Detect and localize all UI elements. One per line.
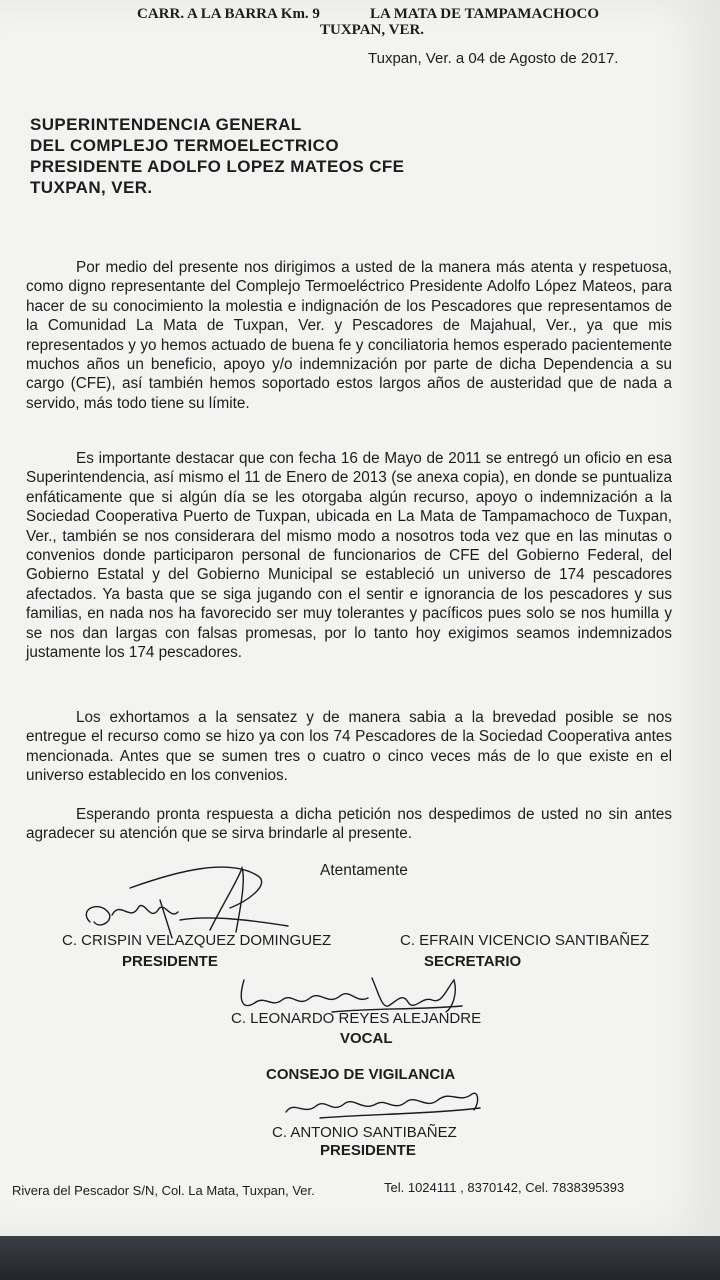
signatory-name-president: C. CRISPIN VELAZQUEZ DOMINGUEZ [62, 932, 332, 949]
letterhead-road: CARR. A LA BARRA Km. 9 [137, 6, 320, 22]
signatory-role-president: PRESIDENTE [122, 953, 218, 970]
signature-antonio [280, 1082, 490, 1127]
body-paragraph-4: Esperando pronta respuesta a dicha petición nos despedimos de usted no sin antes agradecer su atención que se sirva brindarle al presente. [26, 806, 672, 843]
addressee-line: SUPERINTENDENCIA GENERAL [30, 115, 302, 134]
signatory-role-vocal: VOCAL [340, 1030, 393, 1047]
letterhead-community: LA MATA DE TAMPAMACHOCO [370, 6, 600, 22]
body-paragraph-1: Por medio del presente nos dirigimos a usted de la manera más atenta y respetuosa, como digno representante del Complejo Termoeléctrico Presidente Adolfo López Mateos, para hacer de su conocimiento la molestia e indignación de los Pescadores que representamos de la Comunidad La Mata de Tuxpan, Ver. y Pescadores de Majahual, Ver., ya que mis representados y yo hemos actuado de buena fe y conciliatoria hemos esperado pacientemente muchos años un beneficio, apoyo y/o indemnización por parte de dicha Dependencia a su cargo (CFE), así también hemos soportado estos largos años de austeridad que de nada a servido, más todo tiene su límite. [26, 259, 672, 412]
signatory-role-secretary: SECRETARIO [424, 953, 522, 970]
background-surface [0, 1236, 720, 1280]
council-role: PRESIDENTE [320, 1142, 416, 1159]
letter-date: Tuxpan, Ver. a 04 de Agosto de 2017. [368, 50, 619, 67]
council-name: C. ANTONIO SANTIBAÑEZ [272, 1124, 457, 1141]
closing: Atentamente [320, 862, 408, 879]
footer-phones: Tel. 1024111 , 8370142, Cel. 7838395393 [384, 1180, 625, 1195]
addressee-line: DEL COMPLEJO TERMOELECTRICO [30, 136, 339, 155]
addressee-block [30, 114, 404, 198]
addressee-line: TUXPAN, VER. [30, 178, 153, 197]
addressee-line: PRESIDENTE ADOLFO LOPEZ MATEOS CFE [30, 157, 405, 176]
signatory-name-vocal: C. LEONARDO REYES ALEJANDRE [231, 1010, 482, 1027]
council-title: CONSEJO DE VIGILANCIA [266, 1066, 456, 1083]
body-paragraph-3: Los exhortamos a la sensatez y de manera sabia a la brevedad posible se nos entregue el recurso como se hizo ya con los 74 Pescadores de la Sociedad Cooperativa antes mencionada. Antes que se sumen tres o cuatro o cinco veces más de lo que existe en el universo establecido en los convenios. [26, 709, 672, 785]
footer-address: Rivera del Pescador S/N, Col. La Mata, Tuxpan, Ver. [12, 1183, 315, 1198]
body-paragraph-2: Es importante destacar que con fecha 16 de Mayo de 2011 se entregó un oficio en esa Superintendencia, así mismo el 11 de Enero de 2013 (se anexa copia), en donde se puntualiza enfáticamente que si algún día se les otorgaba algún recurso, apoyo o indemnización a la Sociedad Cooperativa Puerto de Tuxpan, ubicada en La Mata de Tampamachoco de Tuxpan, Ver., también se nos considerara del mismo modo a nosotros toda vez que en las minutas o convenios donde participaron personal de funcionarios de CFE del Gobierno Federal, del Gobierno Estatal y del Gobierno Municipal se estableció un universo de 174 pescadores afectados. Ya basta que se siga jugando con el sentir e ignorancia de los pescadores y sus familias, en nada nos ha favorecido ser muy tolerantes y pacíficos pues solo se nos humilla y se nos dan largas con falsas promesas, por lo tanto hoy exigimos seamos indemnizados justamente los 174 pescadores. [26, 450, 672, 662]
signatory-name-secretary: C. EFRAIN VICENCIO SANTIBAÑEZ [400, 932, 650, 949]
letterhead-city: TUXPAN, VER. [320, 22, 425, 38]
